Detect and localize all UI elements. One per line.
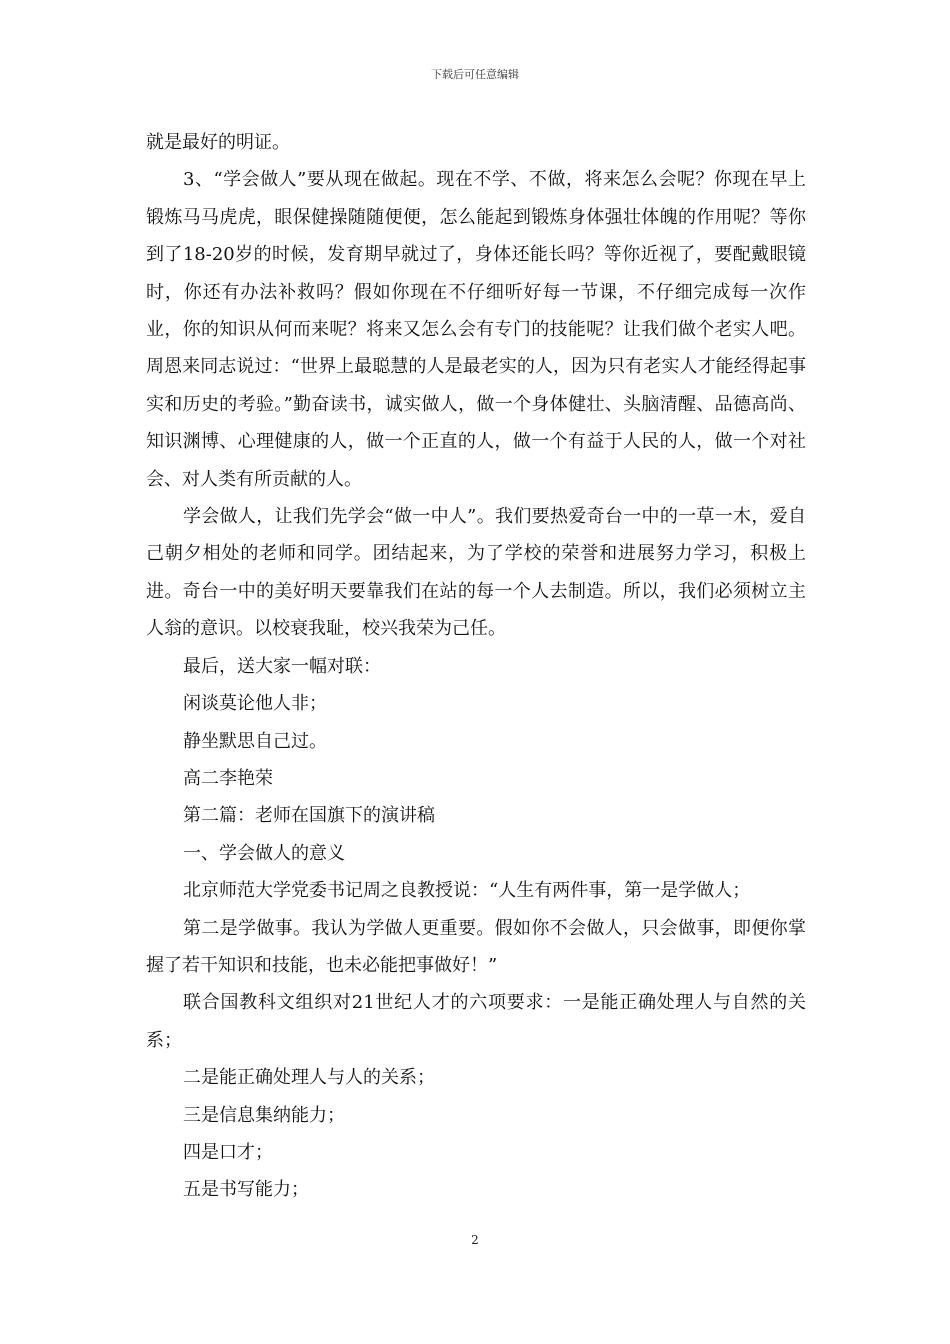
page-header: 下载后可任意编辑: [431, 68, 519, 81]
paragraph: 北京师范大学党委书记周之良教授说：“人生有两件事，第一是学做人；: [183, 880, 751, 902]
list-item: 三是信息集纳能力；: [183, 1104, 345, 1126]
paragraph: 3、“学会做人”要从现在做起。现在不学、不做，将来怎么会呢？你现在早上锻炼马马虎虎，眼保健操随随便便，怎么能起到锻炼身体强壮体魄的作用呢？等你到了18-20岁的时候，发育期早就过了，身体还能长吗？等你近视了，要配戴眼镜时，你还有办法补救吗？假如你现在不仔细听好每一节课，不仔细完成每一次作业，你的知识从何而来呢？将来又怎么会有专门的技能呢？让我们做个老实人吧。周恩来同志说过：“世界上最聪慧的人是最老实的人，因为只有老实人才能经得起事实和历史的考验。”勤奋读书，诚实做人，做一个身体健壮、头脑清醒、品德高尚、知识渊博、心理健康的人，做一个正直的人，做一个有益于人民的人，做一个对社会、对人类有所贡献的人。: [146, 169, 806, 490]
paragraph: 学会做人，让我们先学会“做一中人”。我们要热爱奇台一中的一草一木，爱自己朝夕相处的老师和同学。团结起来，为了学校的荣誉和进展努力学习，积极上进。奇台一中的美好明天要靠我们在站的每一个人去制造。所以，我们必须树立主人翁的意识。以校衰我耻，校兴我荣为己任。: [146, 506, 806, 640]
list-item: 二是能正确处理人与人的关系；: [183, 1067, 435, 1089]
couplet-line: 闲谈莫论他人非；: [183, 693, 327, 715]
list-item: 四是口才；: [183, 1141, 273, 1163]
section-title: 第二篇：老师在国旗下的演讲稿: [183, 805, 435, 827]
paragraph: 就是最好的明证。: [146, 132, 290, 153]
list-item: 五是书写能力；: [183, 1179, 309, 1201]
paragraph: 最后，送大家一幅对联：: [183, 655, 381, 677]
paragraph: 第二是学做事。我认为学做人更重要。假如你不会做人，只会做事，即便你掌握了若干知识和技能，也未必能把事做好！”: [146, 917, 806, 976]
document-body: [146, 124, 806, 1209]
couplet-line: 静坐默思自己过。: [183, 730, 327, 752]
paragraph: 联合国教科文组织对21世纪人才的六项要求：一是能正确处理人与自然的关系；: [146, 992, 806, 1051]
subsection-title: 一、学会做人的意义: [183, 842, 345, 864]
page-number: 2: [471, 1233, 479, 1247]
author-signature: 高二李艳荣: [183, 767, 273, 789]
